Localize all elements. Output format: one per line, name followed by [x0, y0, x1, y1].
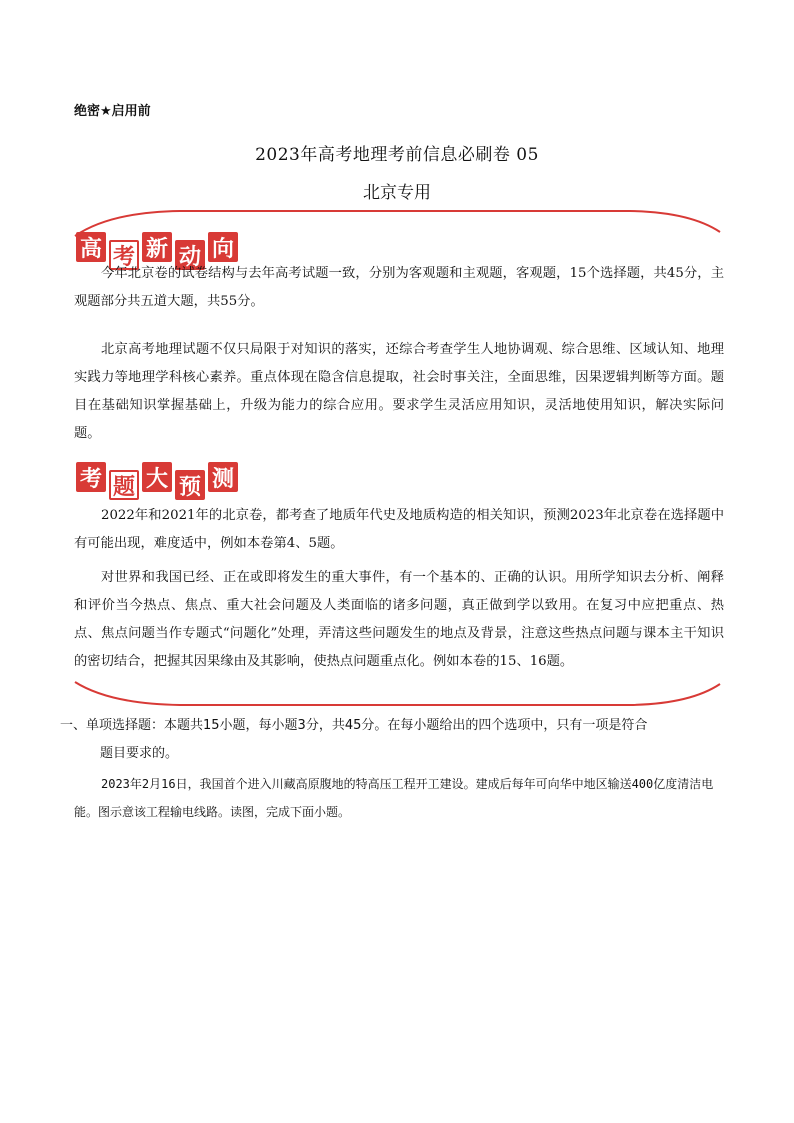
paragraph: 对世界和我国已经、正在或即将发生的重大事件，有一个基本的、正确的认识。用所学知识去分析、阐释和评价当今热点、焦点、重大社会问题及人类面临的诸多问题，真正做到学以致用。在复习中应把重点、热点、焦点问题当作专题式“问题化”处理，弄清这些问题发生的地点及背景，注意这些热点问题与课本主干知识的密切结合，把握其因果缘由及其影响，使热点问题重点化。例如本卷的15、16题。 [74, 570, 724, 669]
question-heading-text: 一、单项选择题：本题共15小题，每小题3分，共45分。在每小题给出的四个选项中，只有一项是符合 [60, 718, 648, 733]
badge-char: 题 [109, 470, 139, 500]
paragraph: 今年北京卷的试卷结构与去年高考试题一致，分别为客观题和主观题，客观题，15个选择题，共45分，主观题部分共五道大题，共55分。 [74, 266, 724, 309]
question-section-heading [60, 712, 724, 768]
question-intro: 2023年2月16日，我国首个进入川藏高原腹地的特高压工程开工建设。建成后每年可向华中地区输送400亿度清洁电能。图示意该工程输电线路。读图，完成下面小题。 [74, 777, 714, 819]
badge-char: 动 [175, 240, 205, 270]
exam-title: 2023年高考地理考前信息必刷卷 05 [255, 145, 539, 165]
badge-char: 预 [175, 470, 205, 500]
badge-char: 测 [208, 462, 238, 492]
badge-char: 考 [76, 462, 106, 492]
paragraph: 北京高考地理试题不仅只局限于对知识的落实，还综合考查学生人地协调观、综合思维、区域认知、地理实践力等地理学科核心素养。重点体现在隐含信息提取，社会时事关注，全面思维，因果逻辑判断等方面。题目在基础知识掌握基础上，升级为能力的综合应用。要求学生灵活应用知识，灵活地使用知识，解决实际问题。 [74, 342, 724, 441]
badge-char: 新 [142, 232, 172, 262]
bottom-arc-divider [70, 678, 725, 708]
badge-char: 向 [208, 232, 238, 262]
paragraph: 2022年和2021年的北京卷，都考查了地质年代史及地质构造的相关知识，预测2023年北京卷在选择题中有可能出现，难度适中，例如本卷第4、5题。 [74, 508, 724, 551]
badge-char: 大 [142, 462, 172, 492]
question-heading-continuation: 题目要求的。 [100, 746, 179, 761]
exam-subtitle: 北京专用 [363, 183, 431, 203]
badge-char: 高 [76, 232, 106, 262]
section-badge-predictions [76, 462, 241, 500]
confidential-label: 绝密★启用前 [74, 104, 151, 119]
badge-char: 考 [109, 240, 139, 270]
